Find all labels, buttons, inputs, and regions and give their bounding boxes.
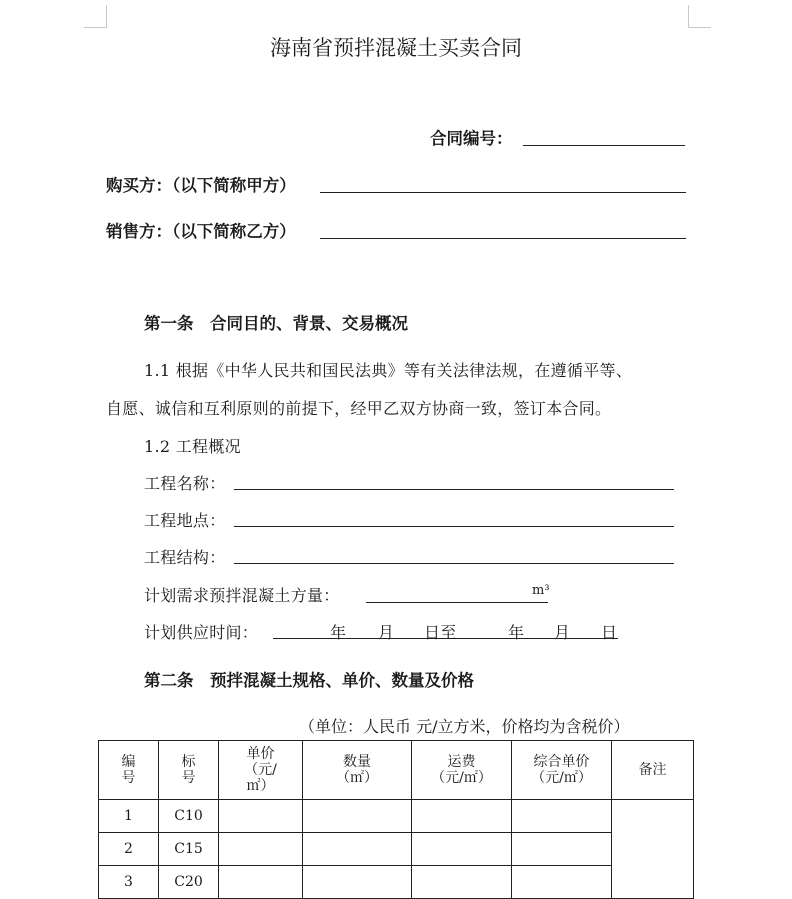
row-freight-cell[interactable] xyxy=(412,866,512,899)
planned-volume-label: 计划需求预拌混凝土方量： xyxy=(144,586,340,605)
page-corner-mark-top-right xyxy=(688,5,711,28)
supply-time-label: 计划供应时间： xyxy=(144,623,259,642)
row-no: 2 xyxy=(99,833,159,866)
supply-start-month: 月 xyxy=(378,623,395,642)
contract-number-label: 合同编号： xyxy=(430,129,513,148)
supply-end-month: 月 xyxy=(554,623,571,642)
row-unit-price-cell[interactable] xyxy=(219,866,303,899)
header-freight: 运费 （元/㎡） xyxy=(412,741,512,800)
table-header-row xyxy=(99,741,694,800)
volume-unit: m³ xyxy=(532,583,550,598)
remarks-cell[interactable] xyxy=(612,800,694,899)
supply-start-year: 年 xyxy=(330,623,347,642)
row-quantity-cell[interactable] xyxy=(303,833,412,866)
row-freight-cell[interactable] xyxy=(412,800,512,833)
document-title: 海南省预拌混凝土买卖合同 xyxy=(270,36,522,60)
project-location-blank[interactable] xyxy=(234,526,674,527)
table-row xyxy=(99,833,694,866)
header-grade: 标 号 xyxy=(159,741,219,800)
project-name-blank[interactable] xyxy=(234,489,674,490)
row-grade: C10 xyxy=(159,800,219,833)
header-remarks: 备注 xyxy=(612,741,694,800)
article-1-paragraph-1-line-1: 1.1 根据《中华人民共和国民法典》等有关法律法规，在遵循平等、 xyxy=(144,361,633,380)
price-unit-note: （单位：人民币 元/立方米，价格均为含税价） xyxy=(299,717,630,736)
supply-start-day-to: 日至 xyxy=(424,623,457,642)
row-unit-price-cell[interactable] xyxy=(219,800,303,833)
row-total-unit-price-cell[interactable] xyxy=(512,866,612,899)
seller-blank[interactable] xyxy=(320,238,686,239)
table-row xyxy=(99,800,694,833)
article-2-heading: 第二条 预拌混凝土规格、单价、数量及价格 xyxy=(144,671,474,690)
supply-end-year: 年 xyxy=(508,623,525,642)
header-unit-price: 单价 （元/ ㎡） xyxy=(219,741,303,800)
row-no: 3 xyxy=(99,866,159,899)
row-total-unit-price-cell[interactable] xyxy=(512,800,612,833)
project-structure-blank[interactable] xyxy=(234,563,674,564)
header-total-unit-price: 综合单价 （元/㎡） xyxy=(512,741,612,800)
table-row xyxy=(99,866,694,899)
header-no: 编 号 xyxy=(99,741,159,800)
article-1-heading: 第一条 合同目的、背景、交易概况 xyxy=(144,314,408,333)
project-structure-label: 工程结构： xyxy=(144,548,226,567)
article-1-paragraph-2: 1.2 工程概况 xyxy=(144,437,241,456)
page-corner-mark-top-left xyxy=(84,5,107,28)
buyer-blank[interactable] xyxy=(320,192,686,193)
row-grade: C20 xyxy=(159,866,219,899)
row-total-unit-price-cell[interactable] xyxy=(512,833,612,866)
row-quantity-cell[interactable] xyxy=(303,800,412,833)
row-quantity-cell[interactable] xyxy=(303,866,412,899)
project-name-label: 工程名称： xyxy=(144,474,226,493)
header-quantity: 数量 （㎡） xyxy=(303,741,412,800)
concrete-spec-table xyxy=(98,740,694,899)
supply-end-day: 日 xyxy=(601,623,618,642)
row-grade: C15 xyxy=(159,833,219,866)
row-no: 1 xyxy=(99,800,159,833)
project-location-label: 工程地点： xyxy=(144,511,226,530)
planned-volume-blank[interactable] xyxy=(366,602,548,603)
seller-label: 销售方：（以下简称乙方） xyxy=(106,222,296,241)
contract-number-blank[interactable] xyxy=(523,145,685,146)
buyer-label: 购买方：（以下简称甲方） xyxy=(106,176,296,195)
row-freight-cell[interactable] xyxy=(412,833,512,866)
article-1-paragraph-1-line-2: 自愿、诚信和互利原则的前提下，经甲乙双方协商一致，签订本合同。 xyxy=(106,399,612,418)
row-unit-price-cell[interactable] xyxy=(219,833,303,866)
